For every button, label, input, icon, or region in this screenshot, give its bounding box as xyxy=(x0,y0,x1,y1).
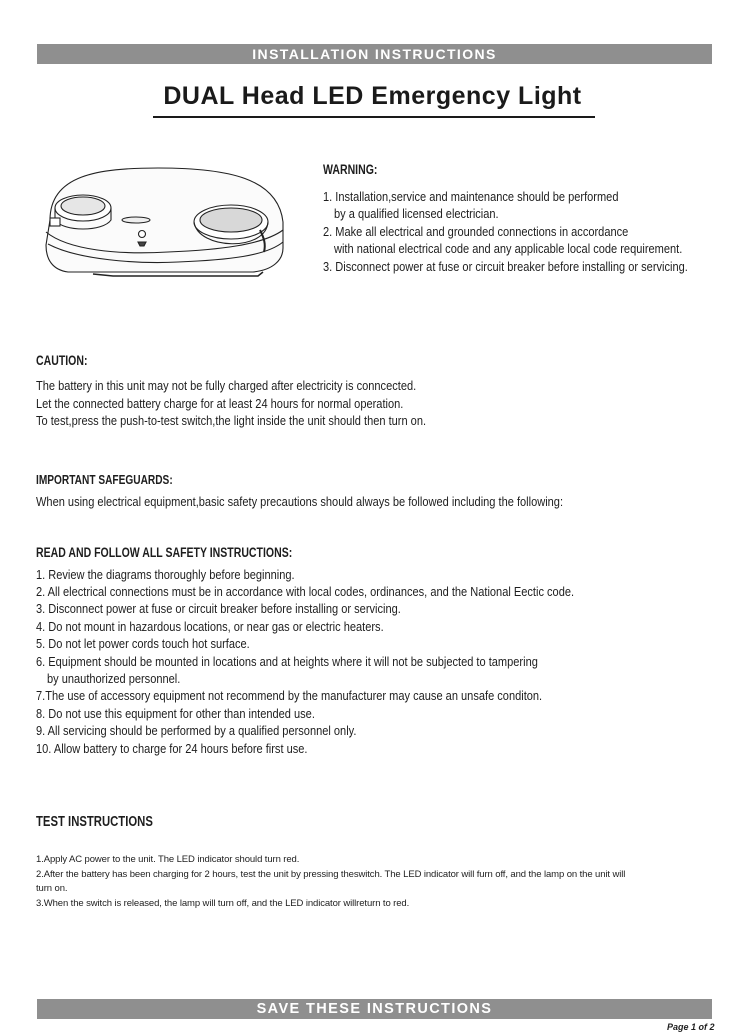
test-heading: TEST INSTRUCTIONS xyxy=(36,814,153,830)
safeguards-heading: IMPORTANT SAFEGUARDS: xyxy=(36,472,173,487)
test-line: turn on. xyxy=(36,883,68,894)
safety-line: 3. Disconnect power at fuse or circuit breaker before installing or servicing. xyxy=(36,601,401,616)
safety-line: 9. All servicing should be performed by a qualified personnel only. xyxy=(36,723,357,738)
safety-line: 4. Do not mount in hazardous locations, or near gas or electric heaters. xyxy=(36,619,384,634)
caution-line: The battery in this unit may not be fully charged after electricity is conncected. xyxy=(36,378,417,393)
safety-line: 1. Review the diagrams thoroughly before beginning. xyxy=(36,567,295,582)
warning-line: 2. Make all electrical and grounded connections in accordance xyxy=(323,224,629,239)
safety-heading: READ AND FOLLOW ALL SAFETY INSTRUCTIONS: xyxy=(36,545,293,560)
header-bar: INSTALLATION INSTRUCTIONS xyxy=(37,44,712,64)
test-line: 3.When the switch is released, the lamp will turn off, and the LED indicator willreturn to red. xyxy=(36,898,410,909)
footer-bar: SAVE THESE INSTRUCTIONS xyxy=(37,999,712,1019)
warning-line: 1. Installation,service and maintenance should be performed xyxy=(323,189,619,204)
dual-head-emergency-light-icon xyxy=(38,160,288,280)
warning-line: by a qualified licensed electrician. xyxy=(334,206,499,221)
safety-line: 6. Equipment should be mounted in locations and at heights where it will not be subjected to tampering xyxy=(36,654,538,669)
page-title: DUAL Head LED Emergency Light xyxy=(163,82,582,110)
warning-line: 3. Disconnect power at fuse or circuit breaker before installing or servicing. xyxy=(323,259,688,274)
warning-heading: WARNING: xyxy=(323,162,378,177)
safety-line: 7.The use of accessory equipment not recommend by the manufacturer may cause an unsafe conditon. xyxy=(36,688,543,703)
title-underline xyxy=(153,116,595,118)
caution-heading: CAUTION: xyxy=(36,353,88,368)
safety-line: 5. Do not let power cords touch hot surface. xyxy=(36,636,250,651)
caution-line: Let the connected battery charge for at least 24 hours for normal operation. xyxy=(36,396,404,411)
caution-line: To test,press the push-to-test switch,the light inside the unit should then turn on. xyxy=(36,413,427,428)
safety-line: 2. All electrical connections must be in accordance with local codes, ordinances, and the National Eectic code. xyxy=(36,584,575,599)
test-line: 1.Apply AC power to the unit. The LED indicator should turn red. xyxy=(36,854,300,865)
safeguards-text: When using electrical equipment,basic safety precautions should always be followed including the following: xyxy=(36,494,564,509)
test-line: 2.After the battery has been charging for 2 hours, test the unit by pressing theswitch. The LED indicator will furn off, and the lamp on the unit will xyxy=(36,869,626,880)
safety-line: 8. Do not use this equipment for other than intended use. xyxy=(36,706,315,721)
page-number: Page 1 of 2 xyxy=(667,1022,715,1032)
warning-line: with national electrical code and any applicable local code requirement. xyxy=(334,241,683,256)
safety-line: by unauthorized personnel. xyxy=(47,671,181,686)
safety-line: 10. Allow battery to charge for 24 hours before first use. xyxy=(36,741,308,756)
